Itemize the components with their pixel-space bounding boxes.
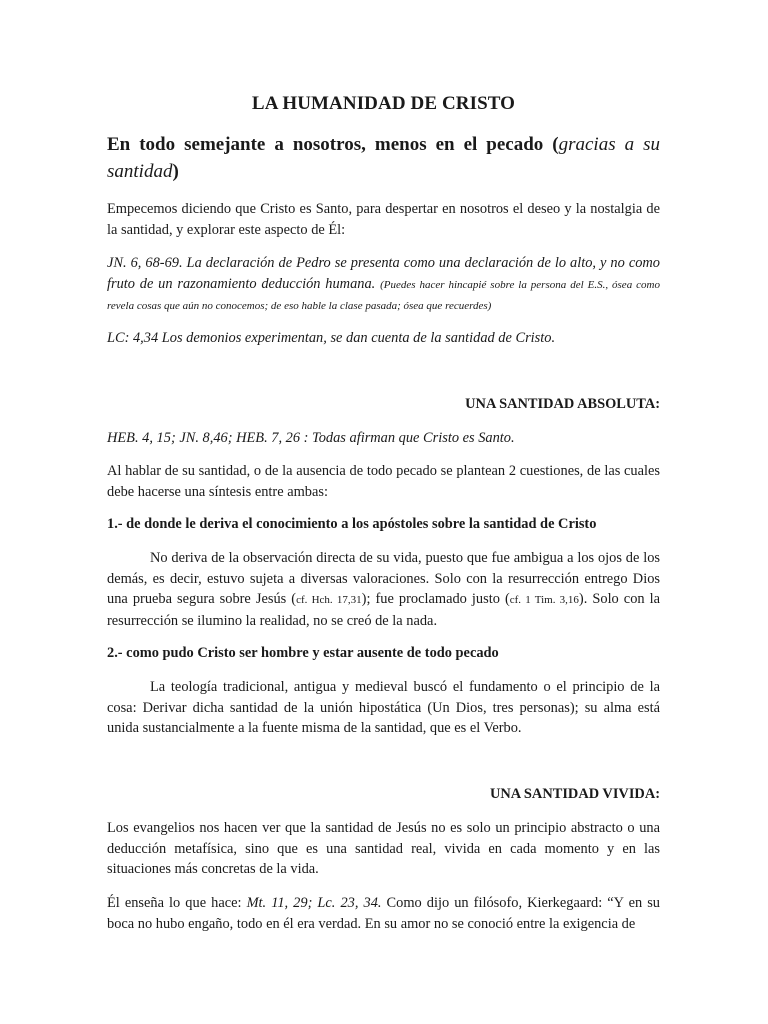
answer-one-ref2: cf. 1 Tim. 3,16 bbox=[509, 594, 579, 606]
vivida-paragraph: Los evangelios nos hacen ver que la santidad de Jesús no es solo un principio abstracto o una deducción metafísica, sino que es una santidad real, vivida en cada momento y en las situaciones más concretas de la vida. bbox=[107, 820, 660, 877]
last-part2: Como dijo un filósofo, Kierkegaard: “Y en su boca no hubo engaño, todo en él era verdad. En su amor no se conoció entre la exigencia de bbox=[107, 895, 661, 932]
kierkegaard-paragraph bbox=[107, 893, 660, 934]
last-part1: Él enseña lo que hace: bbox=[107, 895, 247, 911]
heb-refs: HEB. 4, 15; JN. 8,46; HEB. 7, 26 : Todas afirman que Cristo es Santo. bbox=[107, 430, 515, 446]
jn-note: (Puedes hacer hincapié sobre la persona del E.S., ósea como revela cosas que aún no conocemos; de eso hable la clase pasada; ósea que recuerdes) bbox=[107, 278, 660, 312]
subtitle-italic: gracias a su santidad bbox=[107, 134, 660, 182]
answer-two: La teología tradicional, antigua y medieval buscó el fundamento o el principio de la cosa: Derivar dicha santidad de la unión hipostática (Un Dios, tres personas); su alma está unida sustancialmente a la fuente misma de la santidad, que es el Verbo. bbox=[107, 679, 660, 736]
intro-paragraph: Empecemos diciendo que Cristo es Santo, para despertar en nosotros el deseo y la nostalgia de la santidad, y explorar este aspecto de Él: bbox=[107, 201, 660, 238]
section-heading-vivida: UNA SANTIDAD VIVIDA: bbox=[489, 786, 660, 802]
jn-text: JN. 6, 68-69. La declaración de Pedro se presenta como una declaración de lo alto, y no como fruto de un razonamiento deducción humana. bbox=[107, 255, 660, 292]
document-title: LA HUMANIDAD DE CRISTO bbox=[251, 93, 516, 114]
jn-paragraph bbox=[107, 253, 660, 317]
subtitle-main: En todo semejante a nosotros, menos en el pecado ( bbox=[107, 134, 559, 155]
absoluta-paragraph: Al hablar de su santidad, o de la ausencia de todo pecado se plantean 2 cuestiones, de las cuales debe hacerse una síntesis entre ambas: bbox=[107, 463, 660, 500]
answer-one bbox=[107, 548, 660, 631]
question-one: 1.- de donde le deriva el conocimiento a los apóstoles sobre la santidad de Cristo bbox=[107, 516, 597, 532]
section-heading-absoluta: UNA SANTIDAD ABSOLUTA: bbox=[465, 396, 660, 412]
answer-one-part1: No deriva de la observación directa de su vida, puesto que fue ambigua a los ojos de los demás, es decir, estuvo sujeta a diversas valoraciones. Solo con la resurrección entrego Dios una prueba segura sobre Jesús ( bbox=[107, 550, 660, 607]
lc-paragraph: LC: 4,34 Los demonios experimentan, se dan cuenta de la santidad de Cristo. bbox=[107, 330, 556, 346]
answer-one-ref1: cf. Hch. 17,31 bbox=[296, 594, 362, 606]
answer-one-part3: ). Solo con la resurrección se ilumino la realidad, no se creó de la nada. bbox=[107, 591, 661, 629]
question-two: 2.- como pudo Cristo ser hombre y estar ausente de todo pecado bbox=[107, 645, 499, 661]
document-subtitle bbox=[107, 131, 660, 185]
answer-one-part2: ); fue proclamado justo ( bbox=[361, 591, 510, 607]
last-refs: Mt. 11, 29; Lc. 23, 34. bbox=[246, 895, 382, 911]
subtitle-close: ) bbox=[172, 161, 179, 182]
